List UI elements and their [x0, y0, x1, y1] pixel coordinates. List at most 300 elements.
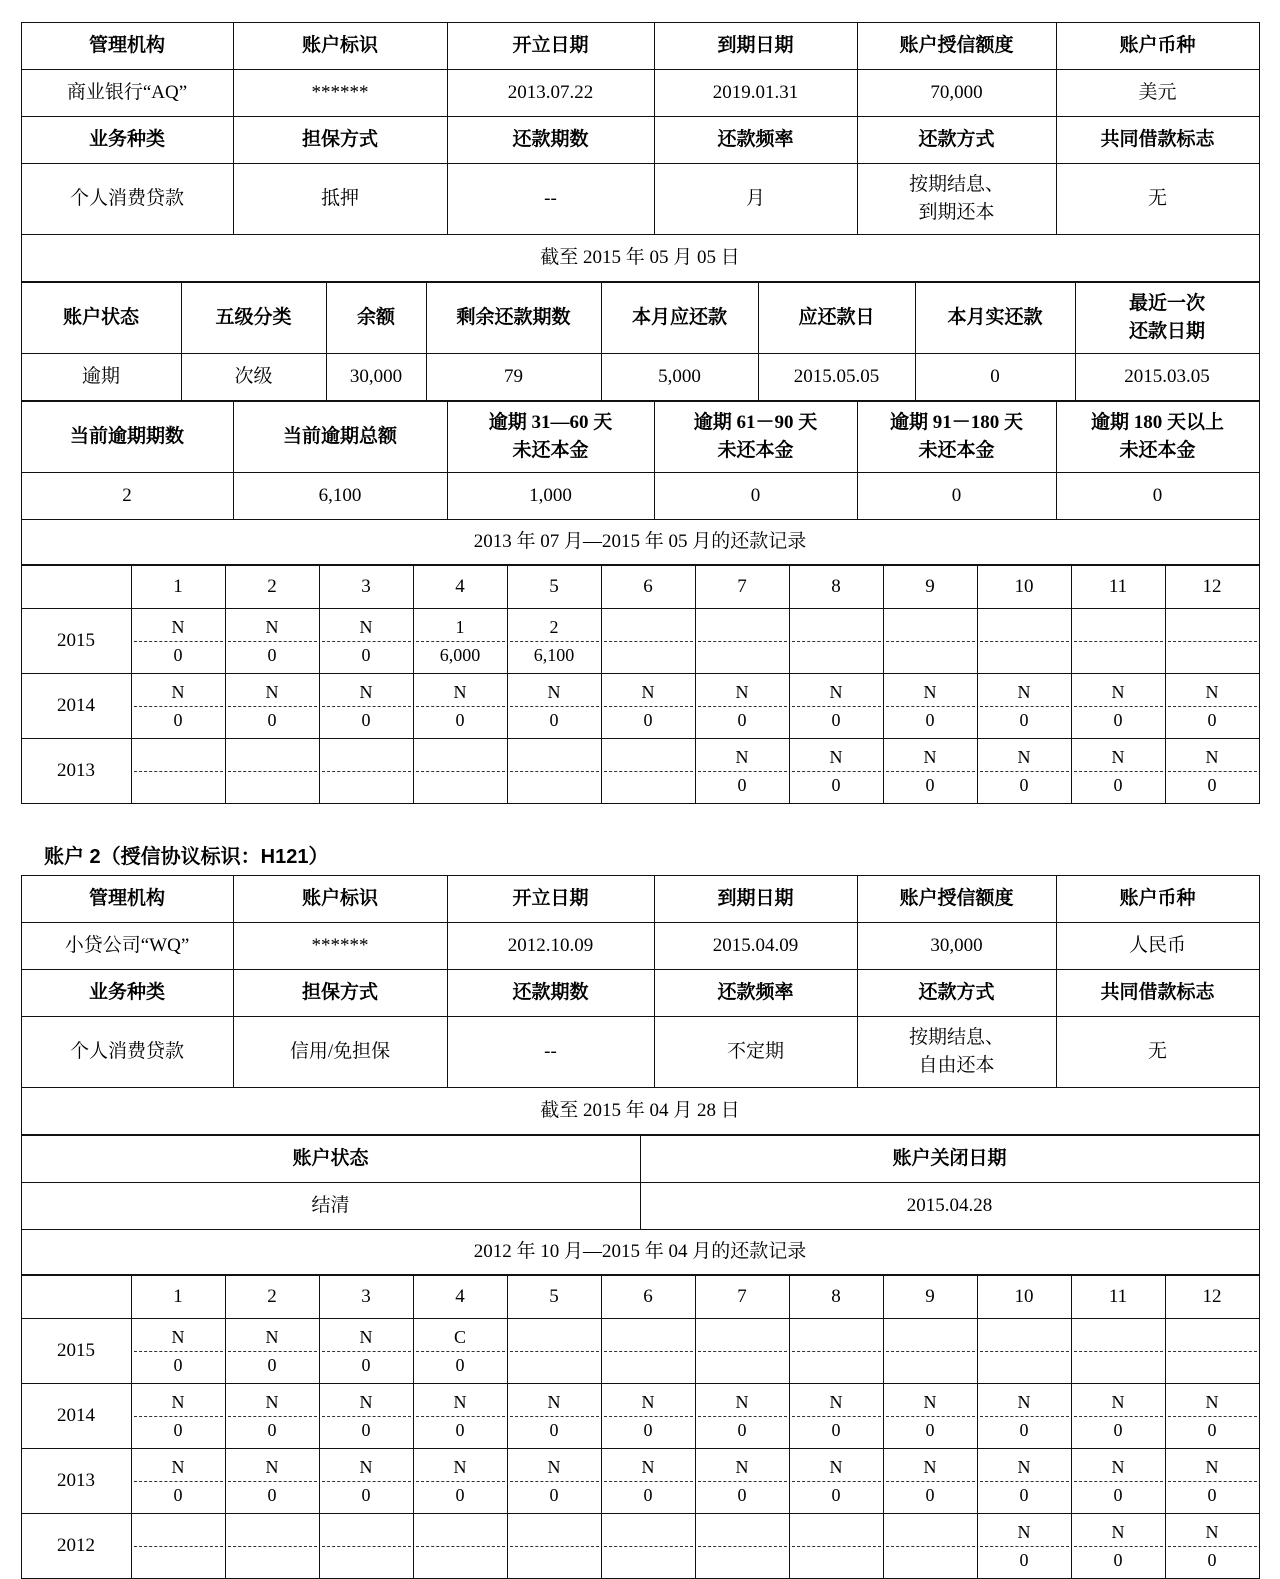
a1-status-2015-6	[604, 614, 693, 642]
a1-cell-2013-12	[1165, 739, 1259, 804]
a2-h-到期日期: 到期日期	[654, 876, 857, 923]
a1-status-header-row	[21, 283, 1259, 354]
a1-month-header-10: 10	[977, 566, 1071, 609]
a1-v-还款频率: 月	[654, 164, 857, 235]
a2-cell-2012-9	[883, 1514, 977, 1579]
a1-h-应还款日: 应还款日	[758, 283, 915, 354]
a1-h-当前逾期期数: 当前逾期期数	[21, 402, 233, 473]
a1-h-账户授信额度: 账户授信额度	[857, 23, 1056, 70]
a2-cell-2014-4	[413, 1384, 507, 1449]
a2-v-还款方式: 按期结息、 自由还本	[857, 1017, 1056, 1088]
account-1-repayment-grid	[21, 565, 1260, 804]
a2-year-label-2014: 2014	[21, 1384, 131, 1449]
a1-h-逾期31-60天未还本金: 逾期 31—60 天 未还本金	[447, 402, 654, 473]
a2-status-2014-3: N	[322, 1389, 411, 1417]
a2-status-2012-4	[416, 1519, 505, 1547]
a2-status-2015-10	[980, 1324, 1069, 1352]
a1-status-2015-12	[1168, 614, 1257, 642]
a2-status-2013-9: N	[886, 1454, 975, 1482]
a1-h-五级分类: 五级分类	[181, 283, 326, 354]
a1-cell-2013-3	[319, 739, 413, 804]
a2-h-担保方式: 担保方式	[233, 970, 447, 1017]
a1-status-2015-7	[698, 614, 787, 642]
a1-h-剩余还款期数: 剩余还款期数	[426, 283, 601, 354]
a2-cell-2013-6	[601, 1449, 695, 1514]
a1-v-本月实还款: 0	[915, 354, 1075, 401]
a1-cell-2015-12	[1165, 609, 1259, 674]
a2-month-header-2: 2	[225, 1276, 319, 1319]
a2-month-header-8: 8	[789, 1276, 883, 1319]
a1-h-账户状态: 账户状态	[21, 283, 181, 354]
a2-status-2014-4: N	[416, 1389, 505, 1417]
a2-as-of-date: 截至 2015 年 04 月 28 日	[21, 1088, 1259, 1135]
a2-month-header-row	[21, 1276, 1259, 1319]
a1-amount-2014-8: 0	[831, 709, 841, 730]
a2-status-2013-11: N	[1074, 1454, 1163, 1482]
a2-v-担保方式: 信用/免担保	[233, 1017, 447, 1088]
a1-cell-2015-7	[695, 609, 789, 674]
a2-v-业务种类: 个人消费贷款	[21, 1017, 233, 1088]
a1-cell-2014-1	[131, 674, 225, 739]
account-separator	[0, 804, 1280, 840]
a1-cell-2014-9	[883, 674, 977, 739]
a2-status-2013-12: N	[1168, 1454, 1257, 1482]
a1-cell-2014-12	[1165, 674, 1259, 739]
account-2-repayment-grid	[21, 1275, 1260, 1579]
a1-basic-value-row-1	[21, 70, 1259, 117]
a1-v-还款方式: 按期结息、 到期还本	[857, 164, 1056, 235]
a2-amount-2012-4	[416, 1547, 505, 1574]
a1-month-header-3: 3	[319, 566, 413, 609]
a1-h-管理机构: 管理机构	[21, 23, 233, 70]
a2-amount-2012-1	[134, 1547, 223, 1574]
a1-amount-2015-12	[1168, 642, 1257, 669]
a1-amount-2015-7	[698, 642, 787, 669]
a1-amount-2013-2	[228, 772, 317, 799]
a2-cell-2013-3	[319, 1449, 413, 1514]
a2-amount-2014-4: 0	[455, 1419, 465, 1440]
a1-status-2015-10	[980, 614, 1069, 642]
a1-v-剩余还款期数: 79	[426, 354, 601, 401]
a1-cell-2014-11	[1071, 674, 1165, 739]
top-spacer	[0, 0, 1280, 22]
a2-cell-2014-3	[319, 1384, 413, 1449]
a2-amount-2015-11	[1074, 1352, 1163, 1379]
a1-amount-2013-3	[322, 772, 411, 799]
a2-amount-2015-7	[698, 1352, 787, 1379]
a1-cell-2014-7	[695, 674, 789, 739]
a1-status-2013-3	[322, 744, 411, 772]
a1-cell-2014-4	[413, 674, 507, 739]
a2-status-2014-1: N	[134, 1389, 223, 1417]
a1-amount-2014-5: 0	[549, 709, 559, 730]
a2-amount-2012-6	[604, 1547, 693, 1574]
a2-h-还款频率: 还款频率	[654, 970, 857, 1017]
a1-amount-2015-6	[604, 642, 693, 669]
a2-status-2015-5	[510, 1324, 599, 1352]
a2-status-2013-3: N	[322, 1454, 411, 1482]
a2-amount-2012-10: 0	[1019, 1549, 1029, 1570]
account-1-block	[0, 22, 1280, 804]
a2-amount-2015-3: 0	[361, 1354, 371, 1375]
a1-h-共同借款标志: 共同借款标志	[1056, 117, 1259, 164]
a2-v-还款期数: --	[447, 1017, 654, 1088]
a2-h-账户关闭日期: 账户关闭日期	[640, 1136, 1259, 1183]
a2-status-2015-8	[792, 1324, 881, 1352]
a2-month-header-3: 3	[319, 1276, 413, 1319]
a2-year-label-2012: 2012	[21, 1514, 131, 1579]
a2-status-header-row	[21, 1136, 1259, 1183]
a2-amount-2015-6	[604, 1352, 693, 1379]
a1-status-2015-11	[1074, 614, 1163, 642]
a2-month-header-10: 10	[977, 1276, 1071, 1319]
a2-cell-2012-6	[601, 1514, 695, 1579]
a2-cell-2015-6	[601, 1319, 695, 1384]
a1-cell-2013-2	[225, 739, 319, 804]
a2-status-2013-10: N	[980, 1454, 1069, 1482]
a2-v-账户币种: 人民币	[1056, 923, 1259, 970]
a1-status-2014-8: N	[792, 679, 881, 707]
a2-status-2015-11	[1074, 1324, 1163, 1352]
a2-month-header-1: 1	[131, 1276, 225, 1319]
a2-cell-2014-2	[225, 1384, 319, 1449]
a2-month-header-7: 7	[695, 1276, 789, 1319]
a1-status-2015-4: 1	[416, 614, 505, 642]
a1-status-2014-11: N	[1074, 679, 1163, 707]
a2-cell-2014-11	[1071, 1384, 1165, 1449]
a2-amount-2014-2: 0	[267, 1419, 277, 1440]
a2-status-2014-8: N	[792, 1389, 881, 1417]
a2-status-2012-12: N	[1168, 1519, 1257, 1547]
a1-h-最近一次还款日期: 最近一次 还款日期	[1075, 283, 1259, 354]
a2-cell-2013-10	[977, 1449, 1071, 1514]
a2-status-2014-2: N	[228, 1389, 317, 1417]
a1-amount-2013-8: 0	[831, 774, 841, 795]
a2-status-2015-1: N	[134, 1324, 223, 1352]
a2-cell-2015-3	[319, 1319, 413, 1384]
a2-year-row-2013	[21, 1449, 1259, 1514]
a2-status-value-row	[21, 1183, 1259, 1230]
a2-cell-2014-7	[695, 1384, 789, 1449]
a2-month-header-5: 5	[507, 1276, 601, 1319]
a1-status-2013-6	[604, 744, 693, 772]
a1-year-row-2013	[21, 739, 1259, 804]
a1-month-header-5: 5	[507, 566, 601, 609]
a1-v-到期日期: 2019.01.31	[654, 70, 857, 117]
a2-status-2015-12	[1168, 1324, 1257, 1352]
a1-cell-2015-10	[977, 609, 1071, 674]
a2-amount-2013-12: 0	[1207, 1484, 1217, 1505]
a1-v-当前逾期总额: 6,100	[233, 473, 447, 520]
a2-year-label-2013: 2013	[21, 1449, 131, 1514]
a1-status-2014-7: N	[698, 679, 787, 707]
a2-status-2012-7	[698, 1519, 787, 1547]
a2-record-title: 2012 年 10 月—2015 年 04 月的还款记录	[21, 1230, 1259, 1275]
a2-year-label-2015: 2015	[21, 1319, 131, 1384]
a1-status-2013-2	[228, 744, 317, 772]
a2-h-业务种类: 业务种类	[21, 970, 233, 1017]
a1-h-还款方式: 还款方式	[857, 117, 1056, 164]
a2-status-2014-6: N	[604, 1389, 693, 1417]
a2-status-2012-6	[604, 1519, 693, 1547]
a2-status-2013-8: N	[792, 1454, 881, 1482]
a1-amount-2014-2: 0	[267, 709, 277, 730]
a1-year-row-2015	[21, 609, 1259, 674]
a2-asof-row	[21, 1088, 1259, 1135]
a2-amount-2014-5: 0	[549, 1419, 559, 1440]
a2-amount-2014-7: 0	[737, 1419, 747, 1440]
a1-amount-2013-11: 0	[1113, 774, 1123, 795]
a2-amount-2015-8	[792, 1352, 881, 1379]
account-2-block	[0, 840, 1280, 1579]
a1-status-2014-6: N	[604, 679, 693, 707]
a1-v-担保方式: 抵押	[233, 164, 447, 235]
a2-cell-2013-4	[413, 1449, 507, 1514]
a1-cell-2015-11	[1071, 609, 1165, 674]
a1-v-账户授信额度: 70,000	[857, 70, 1056, 117]
a2-basic-value-row-1	[21, 923, 1259, 970]
a2-cell-2014-8	[789, 1384, 883, 1449]
a1-h-业务种类: 业务种类	[21, 117, 233, 164]
a2-year-row-2015	[21, 1319, 1259, 1384]
a1-amount-2013-9: 0	[925, 774, 935, 795]
a1-amount-2015-5: 6,100	[533, 644, 575, 665]
a1-v-逾期180天以上未还本金: 0	[1056, 473, 1259, 520]
a2-cell-2015-7	[695, 1319, 789, 1384]
a2-amount-2015-5	[510, 1352, 599, 1379]
a1-status-2014-5: N	[510, 679, 599, 707]
a1-cell-2014-8	[789, 674, 883, 739]
a1-v-开立日期: 2013.07.22	[447, 70, 654, 117]
a1-cell-2013-10	[977, 739, 1071, 804]
a2-status-2013-2: N	[228, 1454, 317, 1482]
a2-cell-2012-7	[695, 1514, 789, 1579]
a1-h-开立日期: 开立日期	[447, 23, 654, 70]
a2-v-管理机构: 小贷公司“WQ”	[21, 923, 233, 970]
a1-h-还款频率: 还款频率	[654, 117, 857, 164]
a2-amount-2014-10: 0	[1019, 1419, 1029, 1440]
a1-month-header-row	[21, 566, 1259, 609]
a2-amount-2013-1: 0	[173, 1484, 183, 1505]
a2-status-2012-8	[792, 1519, 881, 1547]
a2-amount-2012-2	[228, 1547, 317, 1574]
a1-status-2015-9	[886, 614, 975, 642]
a2-month-header-4: 4	[413, 1276, 507, 1319]
a1-cell-2014-3	[319, 674, 413, 739]
a2-status-2012-3	[322, 1519, 411, 1547]
a1-cell-2015-6	[601, 609, 695, 674]
a1-amount-2014-1: 0	[173, 709, 183, 730]
a1-status-2015-8	[792, 614, 881, 642]
a1-amount-2014-7: 0	[737, 709, 747, 730]
a1-cell-2013-8	[789, 739, 883, 804]
a1-v-逾期91-180天未还本金: 0	[857, 473, 1056, 520]
a2-amount-2014-11: 0	[1113, 1419, 1123, 1440]
account-2-status-table	[21, 1135, 1260, 1275]
a1-cell-2014-2	[225, 674, 319, 739]
a2-amount-2012-9	[886, 1547, 975, 1574]
a1-v-当前逾期期数: 2	[21, 473, 233, 520]
a1-status-2013-1	[134, 744, 223, 772]
a1-cell-2015-5	[507, 609, 601, 674]
a1-v-账户币种: 美元	[1056, 70, 1259, 117]
a1-v-还款期数: --	[447, 164, 654, 235]
a1-v-共同借款标志: 无	[1056, 164, 1259, 235]
a1-status-2013-9: N	[886, 744, 975, 772]
a1-amount-2015-11	[1074, 642, 1163, 669]
a1-cell-2013-4	[413, 739, 507, 804]
a2-amount-2012-12: 0	[1207, 1549, 1217, 1570]
a1-cell-2014-6	[601, 674, 695, 739]
a1-amount-2013-4	[416, 772, 505, 799]
a2-cell-2012-8	[789, 1514, 883, 1579]
a2-cell-2012-2	[225, 1514, 319, 1579]
a1-amount-2015-1: 0	[173, 644, 183, 665]
a2-cell-2015-4	[413, 1319, 507, 1384]
a1-cell-2013-9	[883, 739, 977, 804]
a1-amount-2015-3: 0	[361, 644, 371, 665]
a2-status-2014-5: N	[510, 1389, 599, 1417]
a2-cell-2013-2	[225, 1449, 319, 1514]
a2-status-2012-1	[134, 1519, 223, 1547]
a2-record-title-row	[21, 1230, 1259, 1275]
a2-status-2013-5: N	[510, 1454, 599, 1482]
a1-v-管理机构: 商业银行“AQ”	[21, 70, 233, 117]
a2-h-还款方式: 还款方式	[857, 970, 1056, 1017]
account-1-overdue-table	[21, 401, 1260, 565]
a1-cell-2015-4	[413, 609, 507, 674]
a1-status-2014-3: N	[322, 679, 411, 707]
a1-status-2014-10: N	[980, 679, 1069, 707]
a1-amount-2015-8	[792, 642, 881, 669]
a2-cell-2013-5	[507, 1449, 601, 1514]
a1-v-逾期31-60天未还本金: 1,000	[447, 473, 654, 520]
a2-status-2012-9	[886, 1519, 975, 1547]
a2-amount-2013-7: 0	[737, 1484, 747, 1505]
a2-v-账户标识: ******	[233, 923, 447, 970]
a2-status-2015-7	[698, 1324, 787, 1352]
a1-amount-2015-4: 6,000	[439, 644, 481, 665]
a2-v-还款频率: 不定期	[654, 1017, 857, 1088]
a1-h-本月应还款: 本月应还款	[601, 283, 758, 354]
a1-cell-2013-11	[1071, 739, 1165, 804]
a1-h-账户币种: 账户币种	[1056, 23, 1259, 70]
a1-amount-2014-11: 0	[1113, 709, 1123, 730]
a2-month-header-11: 11	[1071, 1276, 1165, 1319]
a2-v-开立日期: 2012.10.09	[447, 923, 654, 970]
a1-amount-2014-4: 0	[455, 709, 465, 730]
a1-amount-2013-6	[604, 772, 693, 799]
a1-cell-2015-2	[225, 609, 319, 674]
a2-status-2015-3: N	[322, 1324, 411, 1352]
a2-status-2012-10: N	[980, 1519, 1069, 1547]
a2-amount-2015-9	[886, 1352, 975, 1379]
a2-status-2014-9: N	[886, 1389, 975, 1417]
a1-v-账户标识: ******	[233, 70, 447, 117]
a1-cell-2015-3	[319, 609, 413, 674]
a2-amount-2012-8	[792, 1547, 881, 1574]
a2-cell-2013-9	[883, 1449, 977, 1514]
a2-cell-2012-3	[319, 1514, 413, 1579]
a2-amount-2013-9: 0	[925, 1484, 935, 1505]
a2-v-账户状态: 结清	[21, 1183, 640, 1230]
a1-basic-value-row-2	[21, 164, 1259, 235]
a1-cell-2013-6	[601, 739, 695, 804]
a2-status-2013-7: N	[698, 1454, 787, 1482]
a2-cell-2014-1	[131, 1384, 225, 1449]
a1-h-担保方式: 担保方式	[233, 117, 447, 164]
a2-amount-2012-3	[322, 1547, 411, 1574]
a1-status-2015-3: N	[322, 614, 411, 642]
a2-status-2013-4: N	[416, 1454, 505, 1482]
a2-cell-2012-10	[977, 1514, 1071, 1579]
a1-overdue-value-row	[21, 473, 1259, 520]
a2-amount-2013-10: 0	[1019, 1484, 1029, 1505]
a2-cell-2014-10	[977, 1384, 1071, 1449]
a1-h-本月实还款: 本月实还款	[915, 283, 1075, 354]
a1-status-2013-7: N	[698, 744, 787, 772]
a2-amount-2014-1: 0	[173, 1419, 183, 1440]
a1-h-余额: 余额	[326, 283, 426, 354]
a1-v-最近一次还款日期: 2015.03.05	[1075, 354, 1259, 401]
a1-status-2015-1: N	[134, 614, 223, 642]
a2-cell-2015-11	[1071, 1319, 1165, 1384]
a2-amount-2014-9: 0	[925, 1419, 935, 1440]
a2-status-2013-1: N	[134, 1454, 223, 1482]
a2-cell-2015-1	[131, 1319, 225, 1384]
a1-status-2013-10: N	[980, 744, 1069, 772]
a2-year-row-2014	[21, 1384, 1259, 1449]
a1-cell-2015-1	[131, 609, 225, 674]
a2-status-2012-5	[510, 1519, 599, 1547]
a2-amount-2012-11: 0	[1113, 1549, 1123, 1570]
a1-amount-2015-10	[980, 642, 1069, 669]
a1-cell-2013-5	[507, 739, 601, 804]
a1-amount-2014-3: 0	[361, 709, 371, 730]
a1-year-label-2015: 2015	[21, 609, 131, 674]
a1-amount-2013-1	[134, 772, 223, 799]
a1-status-2014-9: N	[886, 679, 975, 707]
a2-amount-2015-10	[980, 1352, 1069, 1379]
a2-basic-header-row-2	[21, 970, 1259, 1017]
a1-month-header-2: 2	[225, 566, 319, 609]
a2-h-开立日期: 开立日期	[447, 876, 654, 923]
a1-v-五级分类: 次级	[181, 354, 326, 401]
a1-amount-2013-10: 0	[1019, 774, 1029, 795]
a1-amount-2014-9: 0	[925, 709, 935, 730]
a1-v-账户状态: 逾期	[21, 354, 181, 401]
a2-v-共同借款标志: 无	[1056, 1017, 1259, 1088]
a1-status-2013-5	[510, 744, 599, 772]
a1-cell-2013-1	[131, 739, 225, 804]
a1-month-header-1: 1	[131, 566, 225, 609]
a1-cell-2013-7	[695, 739, 789, 804]
a2-cell-2014-5	[507, 1384, 601, 1449]
a2-amount-2014-12: 0	[1207, 1419, 1217, 1440]
a1-status-2013-12: N	[1168, 744, 1257, 772]
a2-h-账户状态: 账户状态	[21, 1136, 640, 1183]
a1-month-header-11: 11	[1071, 566, 1165, 609]
a2-cell-2015-9	[883, 1319, 977, 1384]
a2-amount-2013-11: 0	[1113, 1484, 1123, 1505]
a1-status-2014-1: N	[134, 679, 223, 707]
a1-overdue-header-row	[21, 402, 1259, 473]
a2-cell-2012-11	[1071, 1514, 1165, 1579]
a1-status-2013-11: N	[1074, 744, 1163, 772]
a2-status-2015-9	[886, 1324, 975, 1352]
account-1-status-table	[21, 282, 1260, 401]
account-1-table	[21, 22, 1260, 282]
